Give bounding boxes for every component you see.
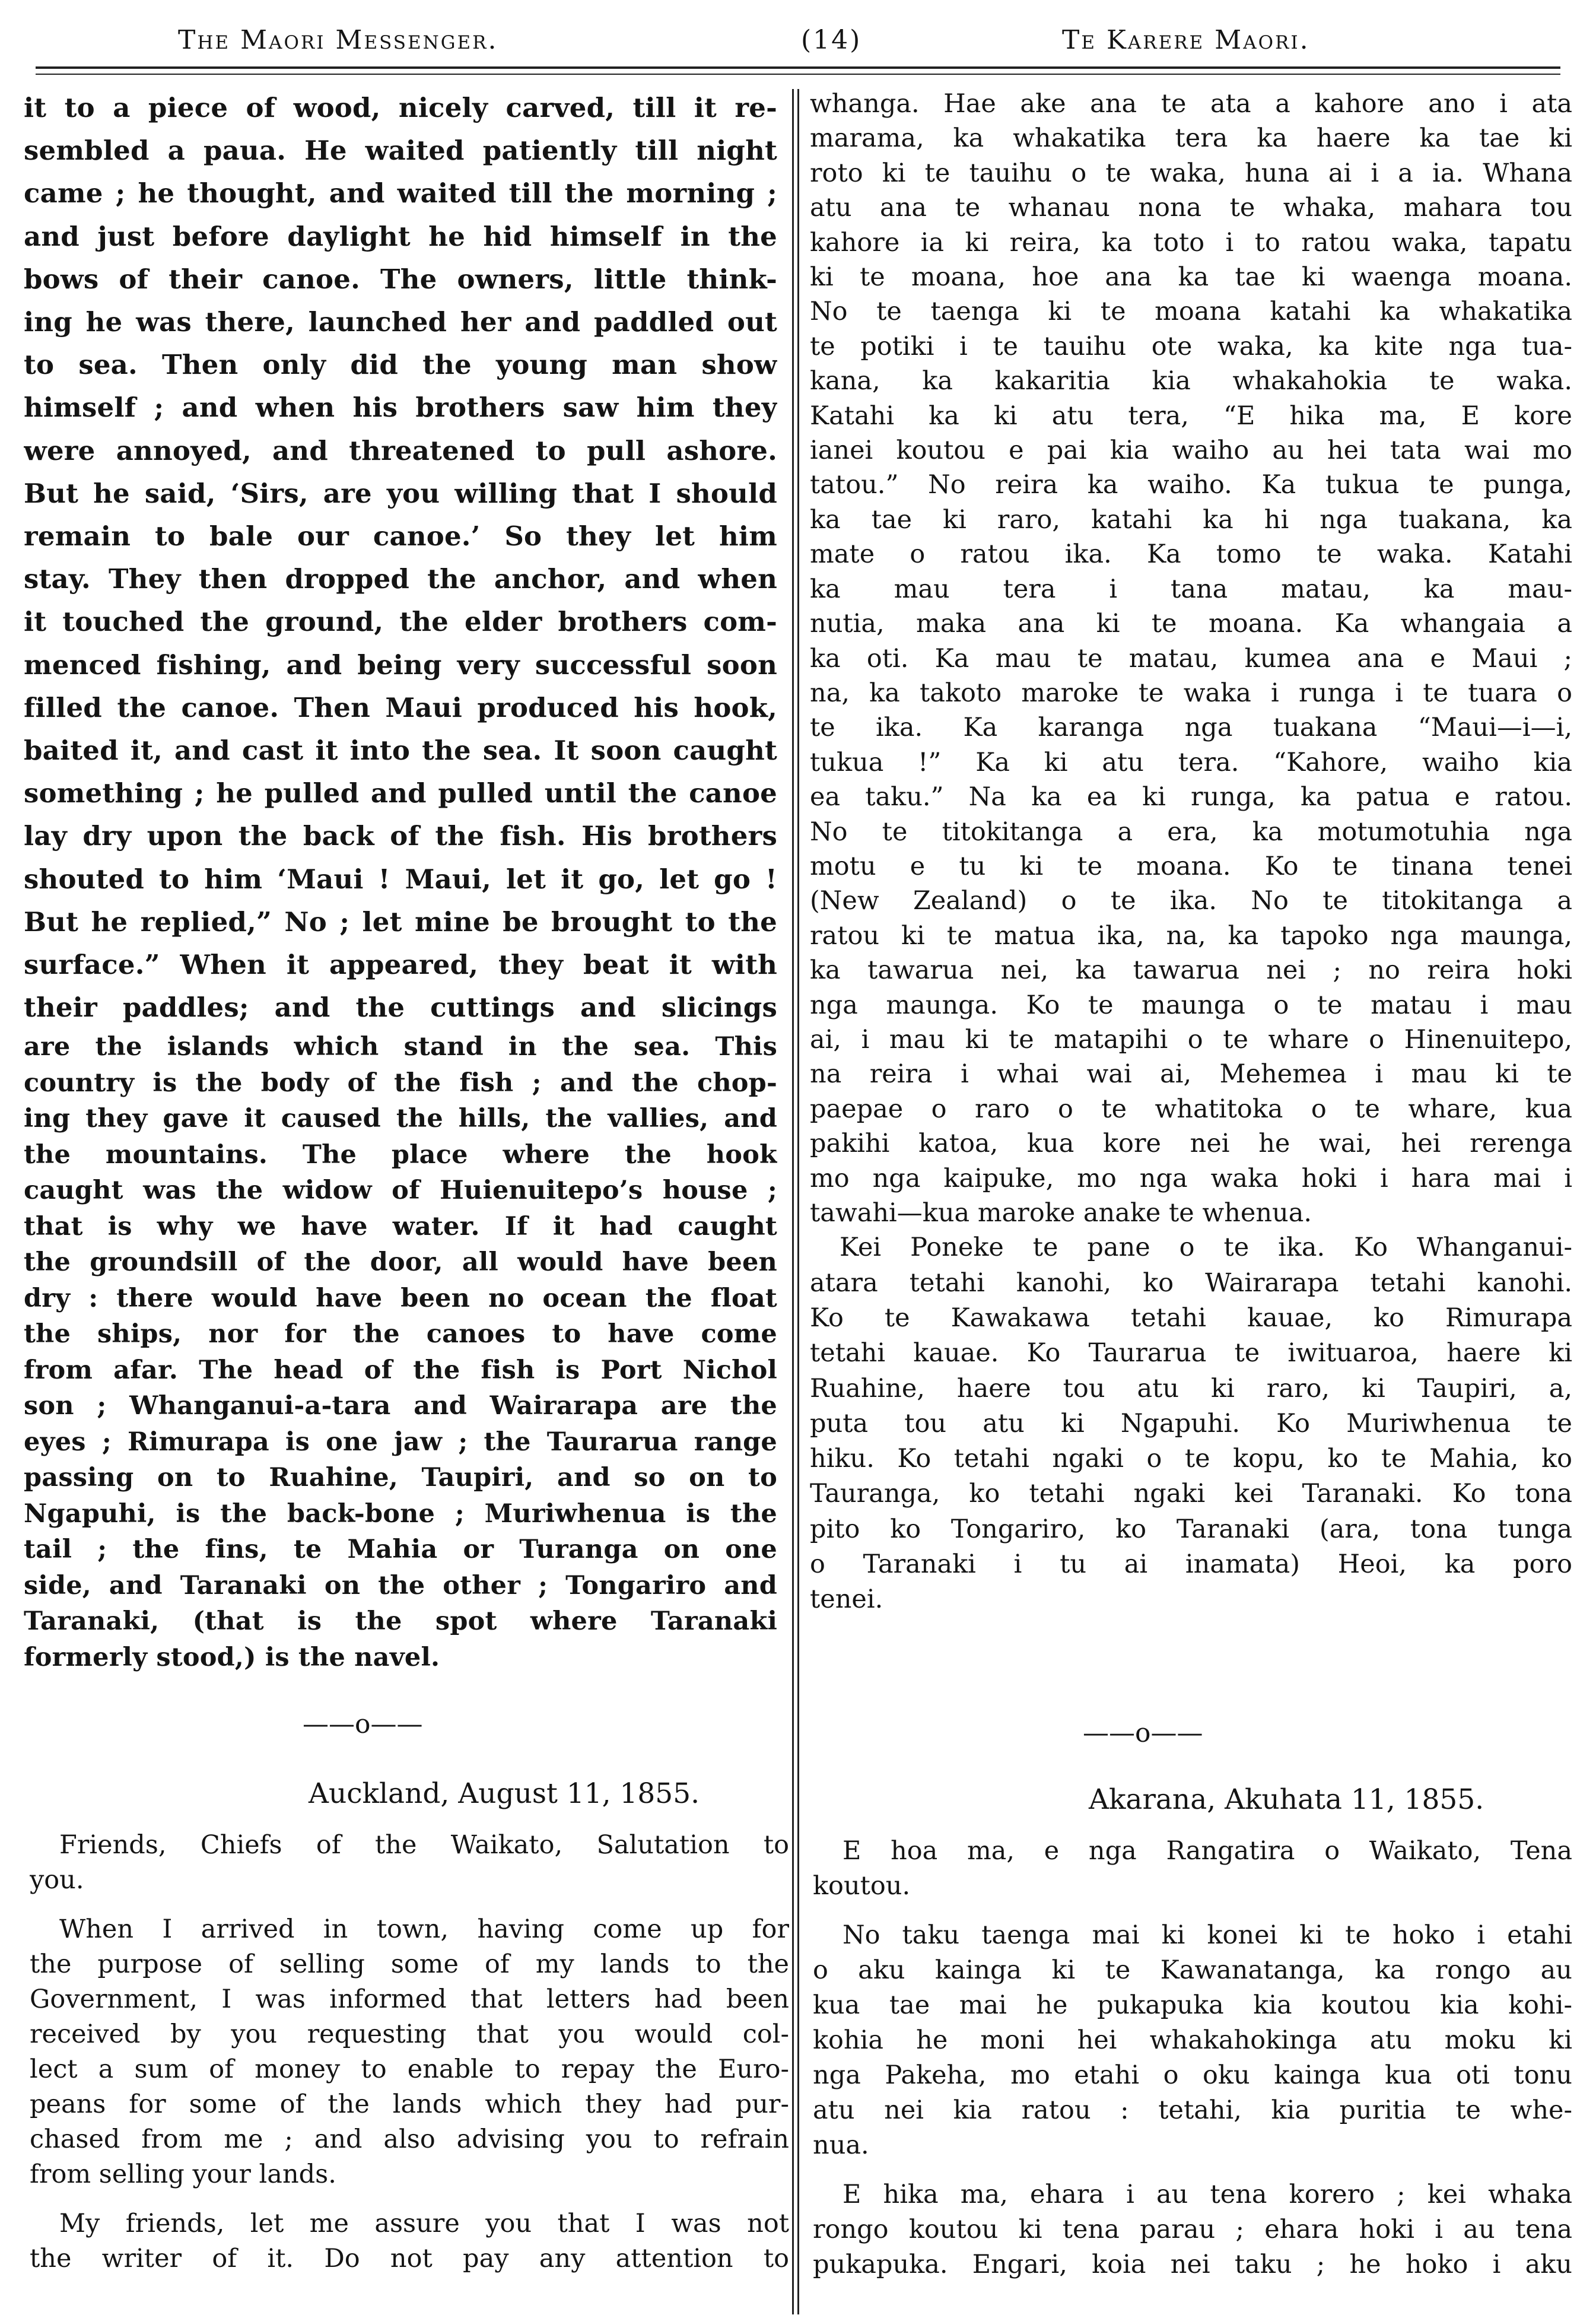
english-story-paragraph	[24, 87, 777, 1675]
text-line: ea taku.” Na ka ea ki runga, ka patua e ratou.	[810, 782, 1572, 812]
text-line: mo nga kaipuke, mo nga waka hoki i hara mai i	[810, 1163, 1572, 1193]
text-line: atu ana te whanau nona te whaka, mahara tou	[810, 193, 1572, 223]
text-line: Friends, Chiefs of the Waikato, Salutation to	[59, 1830, 789, 1860]
text-line: rongo koutou ki tena parau ; ehara hoki i au tena	[813, 2215, 1572, 2244]
text-line: na, ka takoto maroke te waka i runga i te tuara o	[810, 678, 1572, 708]
text-line: menced fishing, and being very successful soon	[24, 649, 777, 681]
column-divider	[792, 89, 794, 2314]
text-line: motu e tu ki te moana. Ko te tinana tenei	[810, 851, 1572, 881]
text-line: ka tawarua nei, ka tawarua nei ; no reira hoki	[810, 955, 1572, 986]
text-line: ing they gave it caused the hills, the vallies, and	[24, 1104, 777, 1134]
text-line: formerly stood,) is the navel.	[24, 1642, 440, 1672]
text-line: nutia, maka ana ki te moana. Ka whangaia a	[810, 609, 1572, 639]
text-line: bows of their canoe. The owners, little think-	[24, 263, 777, 295]
text-line: the ships, nor for the canoes to have come	[24, 1319, 777, 1349]
text-line: Taranaki, (that is the spot where Taranaki	[24, 1606, 777, 1637]
text-line: filled the canoe. Then Maui produced his hook,	[24, 691, 777, 723]
text-line: the purpose of selling some of my lands to the	[30, 1949, 789, 1979]
text-line: E hoa ma, e nga Rangatira o Waikato, Tena	[842, 1836, 1572, 1866]
text-line: came ; he thought, and waited till the morning ;	[24, 177, 777, 209]
text-line: and just before daylight he hid himself in the	[24, 220, 777, 252]
text-line: you.	[30, 1865, 84, 1895]
text-line: kahore ia ki reira, ka toto i to ratou waka, tapatu	[810, 227, 1572, 258]
text-line: But he said, ‘Sirs, are you willing that I should	[24, 477, 777, 509]
text-line: nua.	[813, 2130, 869, 2160]
text-line: roto ki te tauihu o te waka, huna ai i a ia. Whana	[810, 158, 1572, 188]
text-line: pukapuka. Engari, koia nei taku ; he hoko i aku	[813, 2250, 1572, 2279]
text-line: shouted to him ‘Maui ! Maui, let it go, let go !	[24, 863, 777, 895]
english-dateline: Auckland, August 11, 1855.	[309, 1777, 700, 1810]
text-line: kana, ka kakaritia kia whakahokia te waka.	[810, 366, 1572, 396]
text-line: ka oti. Ka mau te matau, kumea ana e Maui ;	[810, 643, 1572, 674]
section-separator: ——o——	[303, 1709, 423, 1739]
text-line: from afar. The head of the fish is Port Nichol	[24, 1355, 777, 1385]
text-line: ka mau tera i tana matau, ka mau-	[810, 574, 1572, 604]
text-line: paepae o raro o te whatitoka o te whare, kua	[810, 1094, 1572, 1124]
text-line: received by you requesting that you would col-	[30, 2019, 789, 2049]
text-line: Ngapuhi, is the back-bone ; Muriwhenua is the	[24, 1498, 777, 1529]
text-line: No taku taenga mai ki konei ki te hoko i etahi	[842, 1920, 1572, 1950]
text-line: tukua !” Ka ki atu tera. “Kahore, waiho kia	[810, 747, 1572, 777]
english-masthead-title: The Maori Messenger.	[178, 25, 498, 55]
letter-paragraph	[30, 1912, 789, 2192]
column-divider	[797, 89, 799, 2314]
text-line: atu nei kia ratou : tetahi, kia puritia te whe-	[813, 2095, 1572, 2125]
text-line: mate o ratou ika. Ka tomo te waka. Katahi	[810, 539, 1572, 570]
masthead-rule-thick	[36, 66, 1560, 69]
text-line: side, and Taranaki on the other ; Tongariro and	[24, 1570, 777, 1601]
text-line: eyes ; Rimurapa is one jaw ; the Taurarua range	[24, 1427, 777, 1457]
text-line: tetahi kauae. Ko Taurarua te iwituaroa, haere ki	[810, 1338, 1572, 1368]
text-line: te ika. Ka karanga nga tuakana “Maui—i—i,	[810, 713, 1572, 743]
text-line: o aku kainga ki te Kawanatanga, ka rongo au	[813, 1955, 1572, 1985]
text-line: sembled a paua. He waited patiently till night	[24, 135, 777, 167]
text-line: E hika ma, ehara i au tena korero ; kei whaka	[842, 2180, 1572, 2209]
text-line: Tauranga, ko tetahi ngaki kei Taranaki. Ko tona	[810, 1479, 1572, 1509]
text-line: na reira i whai wai ai, Mehemea i mau ki te	[810, 1059, 1572, 1090]
maori-letter	[813, 1834, 1572, 2282]
text-line: ki te moana, hoe ana ka tae ki waenga moana.	[810, 262, 1572, 293]
text-line: it to a piece of wood, nicely carved, till it re-	[24, 92, 777, 123]
english-letter	[30, 1828, 789, 2276]
text-line: are the islands which stand in the sea. This	[24, 1032, 777, 1062]
text-line: their paddles; and the cuttings and slicings	[24, 992, 777, 1024]
text-line: tail ; the fins, te Mahia or Turanga on one	[24, 1535, 777, 1565]
masthead	[36, 18, 1560, 65]
text-line: ai, i mau ki te matapihi o te whare o Hinenuitepo,	[810, 1024, 1572, 1055]
text-line: ka tae ki raro, katahi ka hi nga tuakana, ka	[810, 504, 1572, 535]
text-line: ing he was there, launched her and paddled out	[24, 306, 777, 338]
english-column	[24, 87, 777, 1675]
text-line: to sea. Then only did the young man show	[24, 349, 777, 381]
text-line: caught was the widow of Huienuitepo’s house ;	[24, 1176, 777, 1206]
text-line: surface.” When it appeared, they beat it with	[24, 949, 777, 981]
text-line: ratou ki te matua ika, na, ka tapoko nga maunga,	[810, 920, 1572, 951]
text-line: peans for some of the lands which they had pur-	[30, 2089, 789, 2119]
text-line: the groundsill of the door, all would have been	[24, 1247, 777, 1278]
text-line: remain to bale our canoe.’ So they let him	[24, 520, 777, 552]
text-line: kua tae mai he pukapuka kia koutou kia kohi-	[813, 1990, 1572, 2020]
text-line: atara tetahi kanohi, ko Wairarapa tetahi kanohi.	[810, 1268, 1572, 1298]
text-line: Ko te Kawakawa tetahi kauae, ko Rimurapa	[810, 1303, 1572, 1333]
text-line: were annoyed, and threatened to pull ashore.	[24, 434, 777, 466]
text-line: No te taenga ki te moana katahi ka whakatika	[810, 297, 1572, 327]
text-line: Katahi ka ki atu tera, “E hika ma, E kore	[810, 401, 1572, 431]
text-line: passing on to Ruahine, Taupiri, and so on to	[24, 1463, 777, 1493]
text-line: nga Pakeha, mo etahi o oku kainga kua oti tonu	[813, 2060, 1572, 2090]
section-separator: ——o——	[1083, 1718, 1203, 1748]
text-line: pito ko Tongariro, ko Taranaki (ara, tona tunga	[810, 1514, 1572, 1544]
maori-dateline: Akarana, Akuhata 11, 1855.	[1089, 1783, 1484, 1816]
letter-paragraph	[813, 1834, 1572, 1904]
text-line: Ruahine, haere tou atu ki raro, ki Taupiri, a,	[810, 1373, 1572, 1403]
text-line: No te titokitanga a era, ka motumotuhia nga	[810, 817, 1572, 847]
text-line: the writer of it. Do not pay any attention to	[30, 2244, 789, 2273]
text-line: But he replied,” No ; let mine be brought to the	[24, 906, 777, 938]
text-line: something ; he pulled and pulled until the canoe	[24, 777, 777, 809]
text-line: marama, ka whakatika tera ka haere ka tae ki	[810, 123, 1572, 154]
text-line: lay dry upon the back of the fish. His brothers	[24, 820, 777, 852]
maori-masthead-title: Te Karere Maori.	[1062, 25, 1310, 55]
text-line: koutou.	[813, 1871, 911, 1901]
text-line: himself ; and when his brothers saw him they	[24, 392, 777, 424]
text-line: hiku. Ko tetahi ngaki o te kopu, ko te Mahia, ko	[810, 1444, 1572, 1474]
text-line: baited it, and cast it into the sea. It soon caught	[24, 735, 777, 767]
text-line: pakihi katoa, kua kore nei he wai, hei rerenga	[810, 1129, 1572, 1159]
text-line: te potiki i te tauihu ote waka, ka kite nga tua-	[810, 331, 1572, 361]
text-line: it touched the ground, the elder brothers com-	[24, 606, 777, 638]
masthead-rule-thin	[36, 74, 1560, 75]
maori-story-paragraph	[810, 1230, 1572, 1617]
text-line: country is the body of the fish ; and the chop-	[24, 1068, 777, 1098]
text-line: stay. They then dropped the anchor, and when	[24, 563, 777, 595]
text-line: whanga. Hae ake ana te ata a kahore ano i ata	[810, 89, 1572, 119]
letter-paragraph	[30, 1828, 789, 1898]
text-line: My friends, let me assure you that I was not	[59, 2209, 789, 2238]
text-line: the mountains. The place where the hook	[24, 1139, 777, 1170]
maori-story-paragraph	[810, 87, 1572, 1230]
text-line: chased from me ; and also advising you to refrain	[30, 2125, 789, 2154]
letter-paragraph	[813, 2177, 1572, 2282]
letter-paragraph	[813, 1918, 1572, 2163]
maori-column	[810, 87, 1572, 1618]
text-line: When I arrived in town, having come up for	[59, 1914, 789, 1944]
text-line: son ; Whanganui-a-tara and Wairarapa are the	[24, 1391, 777, 1421]
text-line: o Taranaki i tu ai inamata) Heoi, ka poro	[810, 1549, 1572, 1580]
text-line: nga maunga. Ko te maunga o te matau i mau	[810, 990, 1572, 1020]
text-line: Kei Poneke te pane o te ika. Ko Whanganui-	[840, 1233, 1572, 1263]
text-line: ianei koutou e pai kia waiho au hei tata wai mo	[810, 436, 1572, 466]
text-line: Government, I was informed that letters had been	[30, 1984, 789, 2014]
text-line: tatou.” No reira ka waiho. Ka tukua te punga,	[810, 470, 1572, 500]
text-line: that is why we have water. If it had caught	[24, 1211, 777, 1241]
text-line: tenei.	[810, 1584, 883, 1615]
page-number: (14)	[801, 25, 862, 55]
text-line: dry : there would have been no ocean the float	[24, 1283, 777, 1313]
text-line: puta tou atu ki Ngapuhi. Ko Muriwhenua te	[810, 1408, 1572, 1438]
text-line: lect a sum of money to enable to repay the Euro-	[30, 2054, 789, 2084]
text-line: (New Zealand) o te ika. No te titokitanga a	[810, 886, 1572, 916]
letter-paragraph	[30, 2206, 789, 2276]
text-line: tawahi—kua maroke anake te whenua.	[810, 1198, 1312, 1228]
text-line: from selling your lands.	[30, 2160, 336, 2189]
text-line: kohia he moni hei whakahokinga atu moku ki	[813, 2025, 1572, 2055]
